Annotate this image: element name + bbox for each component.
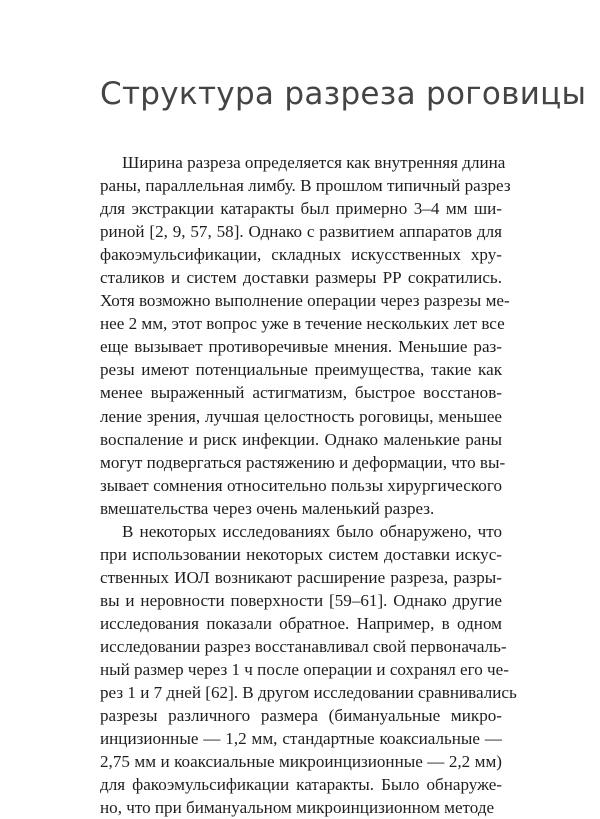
text-line: при использовании некоторых систем доставки искус- [100, 544, 502, 564]
text-line: для факоэмульсификации катаракты. Было обнаруже- [100, 775, 502, 795]
text-line: сталиков и систем доставки размеры РР сократились. [100, 268, 502, 288]
text-line: еще вызывает противоречивые мнения. Меньшие раз- [100, 337, 502, 357]
text-line: ный размер через 1 ч после операции и сохранял его че- [100, 660, 509, 680]
text-line: Ширина разреза определяется как внутренняя длина [122, 153, 506, 172]
text-line: резы имеют потенциальные преимущества, такие как [100, 360, 502, 380]
paragraph-1 [100, 151, 511, 520]
text-line: нее 2 мм, этот вопрос уже в течение нескольких лет все [100, 314, 505, 334]
text-line: В некоторых исследованиях было обнаружено, что [122, 521, 502, 541]
text-line: исследования показали обратное. Например, в одном [100, 613, 502, 633]
text-line: для экстракции катаракты был примерно 3–4 мм ши- [100, 199, 502, 219]
text-line: рез 1 и 7 дней [62]. В другом исследовании сравнивались [100, 683, 517, 703]
text-line: менее выраженный астигматизм, быстрое восстанов- [100, 383, 502, 403]
text-line: Хотя возможно выполнение операции через разрезы ме- [100, 291, 510, 311]
paragraph-2 [100, 520, 517, 819]
body-text [100, 151, 517, 819]
text-line: инцизионные — 1,2 мм, стандартные коаксиальные — [100, 729, 502, 749]
text-line: воспаление и риск инфекции. Однако маленькие раны [100, 429, 502, 449]
section-title: Структура разреза роговицы [100, 76, 587, 112]
text-line: но, что при бимануальном микроинцизионном методе [100, 798, 495, 818]
text-line: ление зрения, лучшая целостность роговицы, меньшее [100, 406, 502, 426]
text-line: вы и неровности поверхности [59–61]. Однако другие [100, 590, 502, 610]
text-line: могут подвергаться растяжению и деформации, что вы- [100, 452, 506, 472]
text-line: ственных ИОЛ возникают расширение разреза, разры- [100, 567, 502, 587]
text-line: риной [2, 9, 57, 58]. Однако с развитием аппаратов для [100, 222, 502, 242]
text-line: вмешательства через очень маленький разрез. [100, 498, 435, 518]
text-line: зывает сомнения относительно пользы хирургического [100, 475, 502, 495]
text-line: разрезы различного размера (бимануальные микро- [100, 706, 502, 726]
text-line: факоэмульсификации, складных искусственных хру- [100, 245, 502, 265]
text-line: исследовании разрез восстанавливал свой первоначаль- [100, 636, 507, 656]
text-line: 2,75 мм и коаксиальные микроинцизионные — 2,2 мм) [100, 752, 502, 772]
text-line: раны, параллельная лимбу. В прошлом типичный разрез [100, 176, 511, 196]
